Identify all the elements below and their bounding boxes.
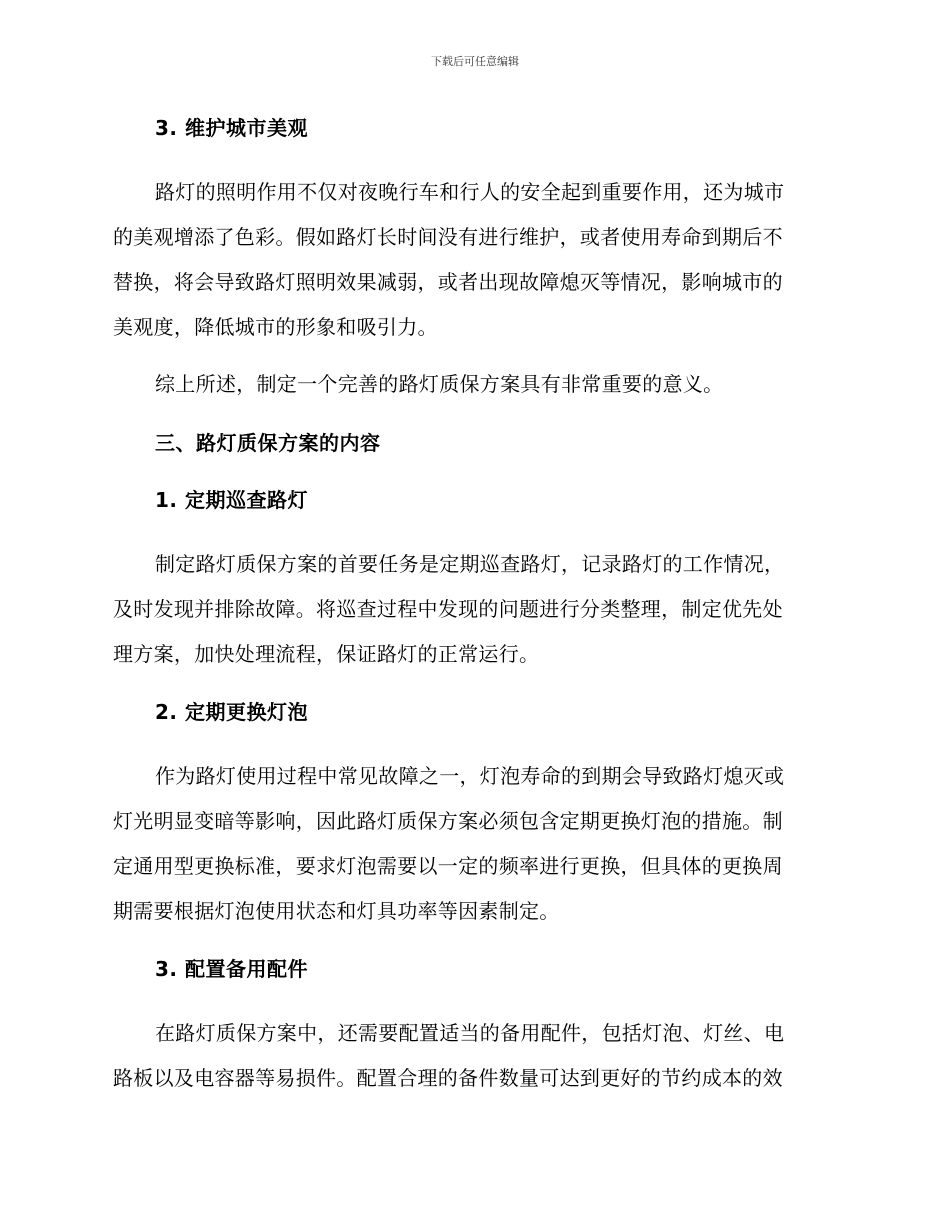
section-heading-regular-inspection: 1. 定期巡查路灯 [155,488,308,512]
document-body [113,113,833,1101]
paragraph-line: 路灯的照明作用不仅对夜晚行车和行人的安全起到重要作用，还为城市 [155,180,785,204]
paragraph-regular-inspection [113,542,833,677]
paragraph-line: 在路灯质保方案中，还需要配置适当的备用配件，包括灯泡、灯丝、电 [155,1021,785,1045]
paragraph-line: 理方案，加快处理流程，保证路灯的正常运行。 [113,642,540,666]
paragraph-maintain-beauty [113,170,833,350]
paragraph-line: 综上所述，制定一个完善的路灯质保方案具有非常重要的意义。 [155,372,724,396]
paragraph-summary [113,362,833,407]
paragraph-line: 美观度，降低城市的形象和吸引力。 [113,315,438,339]
section-heading-bulb-replacement: 2. 定期更换灯泡 [155,700,308,724]
paragraph-line: 定通用型更换标准，要求灯泡需要以一定的频率进行更换，但具体的更换周 [113,854,783,878]
section-heading-maintain-beauty: 3. 维护城市美观 [155,116,308,140]
section-heading-plan-content: 三、路灯质保方案的内容 [155,431,381,455]
paragraph-bulb-replacement [113,754,833,934]
paragraph-line: 作为路灯使用过程中常见故障之一，灯泡寿命的到期会导致路灯熄灭或 [155,764,785,788]
paragraph-spare-parts [113,1011,833,1101]
paragraph-line: 期需要根据灯泡使用状态和灯具功率等因素制定。 [113,899,560,923]
paragraph-line: 灯光明显变暗等影响，因此路灯质保方案必须包含定期更换灯泡的措施。制 [113,809,783,833]
section-heading-spare-parts: 3. 配置备用配件 [155,957,308,981]
paragraph-line: 及时发现并排除故障。将巡查过程中发现的问题进行分类整理，制定优先处 [113,597,783,621]
paragraph-line: 替换，将会导致路灯照明效果减弱，或者出现故障熄灭等情况，影响城市的 [113,270,783,294]
page-header: 下载后可任意编辑 [431,55,519,68]
paragraph-line: 制定路灯质保方案的首要任务是定期巡查路灯，记录路灯的工作情况， [155,552,785,576]
paragraph-line: 的美观增添了色彩。假如路灯长时间没有进行维护，或者使用寿命到期后不 [113,225,783,249]
paragraph-line: 路板以及电容器等易损件。配置合理的备件数量可达到更好的节约成本的效 [113,1066,783,1090]
